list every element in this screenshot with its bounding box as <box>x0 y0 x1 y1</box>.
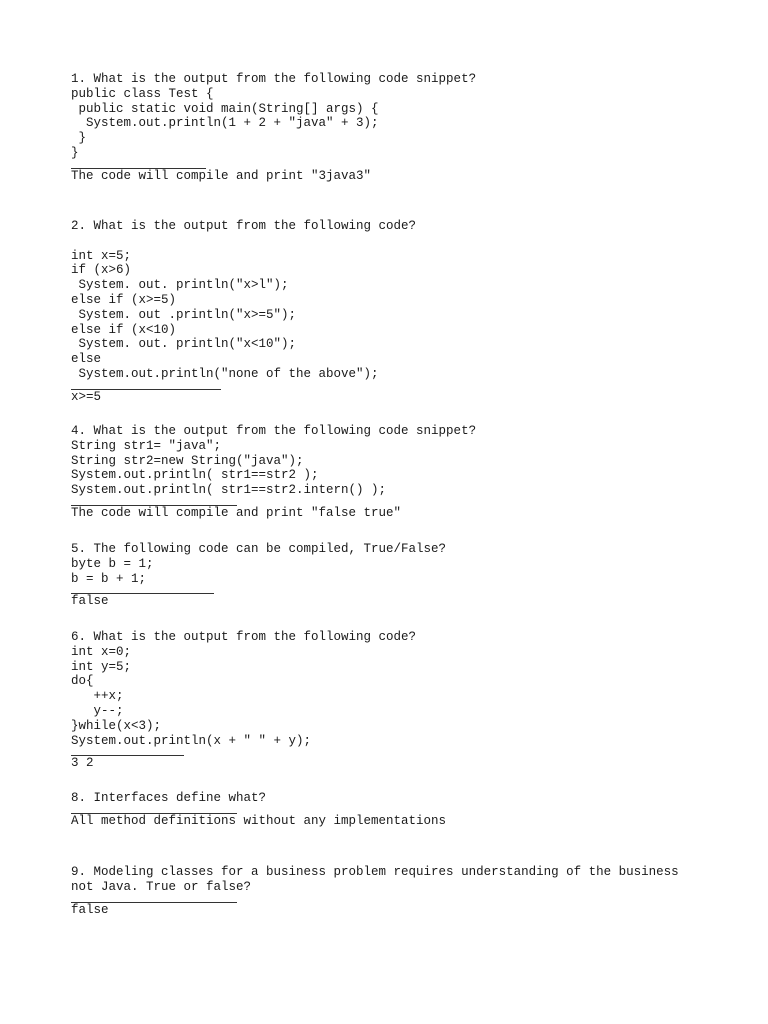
code-line: String str1= "java"; <box>71 438 222 453</box>
question-6-answer: 3 2 <box>71 756 94 771</box>
question-1 <box>71 72 711 184</box>
question-8 <box>71 791 711 829</box>
code-line: ++x; <box>71 689 124 704</box>
code-line: System.out.println( str1==str2 ); <box>71 468 319 483</box>
answer-rule <box>71 498 237 506</box>
code-line: System.out.println( str1==str2.intern() ); <box>71 483 387 498</box>
question-2-prompt: 2. What is the output from the following code? <box>71 219 417 233</box>
answer-rule <box>71 382 221 390</box>
question-4-answer: The code will compile and print "false true" <box>71 505 402 520</box>
code-line: if (x>6) <box>71 263 132 278</box>
code-line <box>71 234 711 249</box>
question-4 <box>71 424 711 521</box>
code-line: else if (x>=5) <box>71 292 177 307</box>
question-9-prompt-cont: not Java. True or false? <box>71 879 252 894</box>
question-2 <box>71 219 711 405</box>
answer-rule <box>71 586 214 594</box>
code-line: y--; <box>71 703 124 718</box>
question-9-answer: false <box>71 902 109 917</box>
question-4-prompt: 4. What is the output from the following code snippet? <box>71 424 477 438</box>
code-line: public class Test { <box>71 86 214 101</box>
code-line: } <box>71 131 87 146</box>
question-1-prompt: 1. What is the output from the following code snippet? <box>71 72 477 86</box>
code-line: byte b = 1; <box>71 556 154 571</box>
answer-rule <box>71 161 206 169</box>
code-line: System. out .println("x>=5"); <box>71 307 297 322</box>
code-line: System. out. println("x>l"); <box>71 278 289 293</box>
code-line: do{ <box>71 674 94 689</box>
code-line: System.out.println(1 + 2 + "java" + 3); <box>71 116 379 131</box>
answer-rule <box>71 895 237 903</box>
question-5 <box>71 542 711 609</box>
code-line: public static void main(String[] args) { <box>71 101 379 116</box>
code-line: System.out.println("none of the above"); <box>71 366 379 381</box>
code-line: String str2=new String("java"); <box>71 453 304 468</box>
question-5-prompt: 5. The following code can be compiled, True/False? <box>71 542 447 556</box>
code-line: b = b + 1; <box>71 571 147 586</box>
question-8-answer: All method definitions without any implementations <box>71 813 447 828</box>
code-line: int x=5; <box>71 248 132 263</box>
code-line: System.out.println(x + " " + y); <box>71 733 312 748</box>
question-2-answer: x>=5 <box>71 389 102 404</box>
code-line: else <box>71 352 102 367</box>
code-line: }while(x<3); <box>71 718 162 733</box>
question-9 <box>71 865 711 917</box>
code-line: } <box>71 145 79 160</box>
question-5-answer: false <box>71 594 109 609</box>
answer-rule <box>71 806 237 814</box>
question-6-prompt: 6. What is the output from the following code? <box>71 630 417 644</box>
question-9-prompt: 9. Modeling classes for a business problem requires understanding of the business <box>71 865 679 879</box>
question-1-answer: The code will compile and print "3java3" <box>71 168 372 183</box>
question-6 <box>71 630 711 771</box>
question-8-prompt: 8. Interfaces define what? <box>71 791 267 805</box>
code-line: int x=0; <box>71 644 132 659</box>
code-line: int y=5; <box>71 659 132 674</box>
code-line: else if (x<10) <box>71 322 177 337</box>
answer-rule <box>71 748 184 756</box>
code-line: System. out. println("x<10"); <box>71 337 297 352</box>
